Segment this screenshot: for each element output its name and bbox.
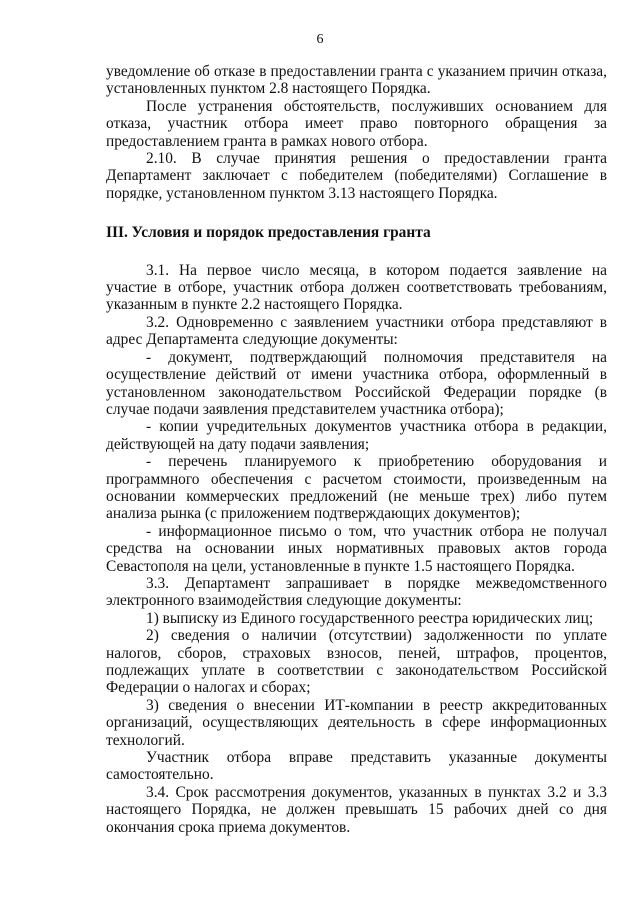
list-item-it-registry: 3) сведения о внесении ИТ-компании в реестр аккредитованных организаций, осуществляющих деятельность в сфере информационных технологий. — [106, 696, 607, 749]
list-item-founding-documents: - копии учредительных документов участника отбора в редакции, действующей на дату подачи заявления; — [106, 418, 607, 453]
paragraph-3-1: 3.1. На первое число месяца, в котором подается заявление на участие в отборе, участник отбора должен соответствовать требованиям, указанным в пункте 2.2 настоящего Порядка. — [106, 261, 607, 314]
list-item-info-letter: - информационное письмо о том, что участник отбора не получал средства на основании иных нормативных правовых актов города Севастополя на цели, установленные в пункте 1.5 настоящего Порядка. — [106, 522, 607, 575]
paragraph-3-4: 3.4. Срок рассмотрения документов, указанных в пунктах 3.2 и 3.3 настоящего Порядка, не должен превышать 15 рабочих дней со дня окончания срока приема документов. — [106, 783, 607, 836]
page-number: 6 — [316, 32, 324, 47]
list-item-tax-debt: 2) сведения о наличии (отсутствии) задолженности по уплате налогов, сборов, страховых взносов, пеней, штрафов, процентов, подлежащих уплате в соответствии с законодательством Российской Федерации о налогах и сборах; — [106, 627, 607, 697]
list-item-authority-document: - документ, подтверждающий полномочия представителя на осуществление действий от имени участника отбора, оформленный в установленном законодательством Российской Федерации порядке (в случае подачи заявления представителем участника отбора); — [106, 348, 607, 418]
paragraph-3-2: 3.2. Одновременно с заявлением участники отбора представляют в адрес Департамента следующие документы: — [106, 313, 607, 349]
paragraph-continuation: уведомление об отказе в предоставлении гранта с указанием причин отказа, установленных пунктом 2.8 настоящего Порядка. — [106, 63, 607, 98]
list-item-registry-extract: 1) выписку из Единого государственного реестра юридических лиц; — [146, 609, 594, 627]
page-content — [106, 63, 607, 836]
section-heading: III. Условия и порядок предоставления гранта — [106, 224, 431, 242]
paragraph-2-10: 2.10. В случае принятия решения о предоставлении гранта Департамент заключает с победителем (победителями) Соглашение в порядке, установленном пунктом 3.13 настоящего Порядка. — [106, 150, 607, 202]
paragraph-repeat-application: После устранения обстоятельств, послуживших основанием для отказа, участник отбора имеет право повторного обращения за предоставлением гранта в рамках нового отбора. — [106, 97, 607, 150]
paragraph-self-submission: Участник отбора вправе представить указанные документы самостоятельно. — [106, 749, 607, 784]
paragraph-3-3: 3.3. Департамент запрашивает в порядке межведомственного электронного взаимодействия следующие документы: — [106, 574, 607, 610]
list-item-equipment-list: - перечень планируемого к приобретению оборудования и программного обеспечения с расчетом стоимости, произведенным на основании коммерческих предложений (не меньше трех) либо путем анализа рынка (с приложением подтверждающих документов); — [106, 453, 607, 523]
